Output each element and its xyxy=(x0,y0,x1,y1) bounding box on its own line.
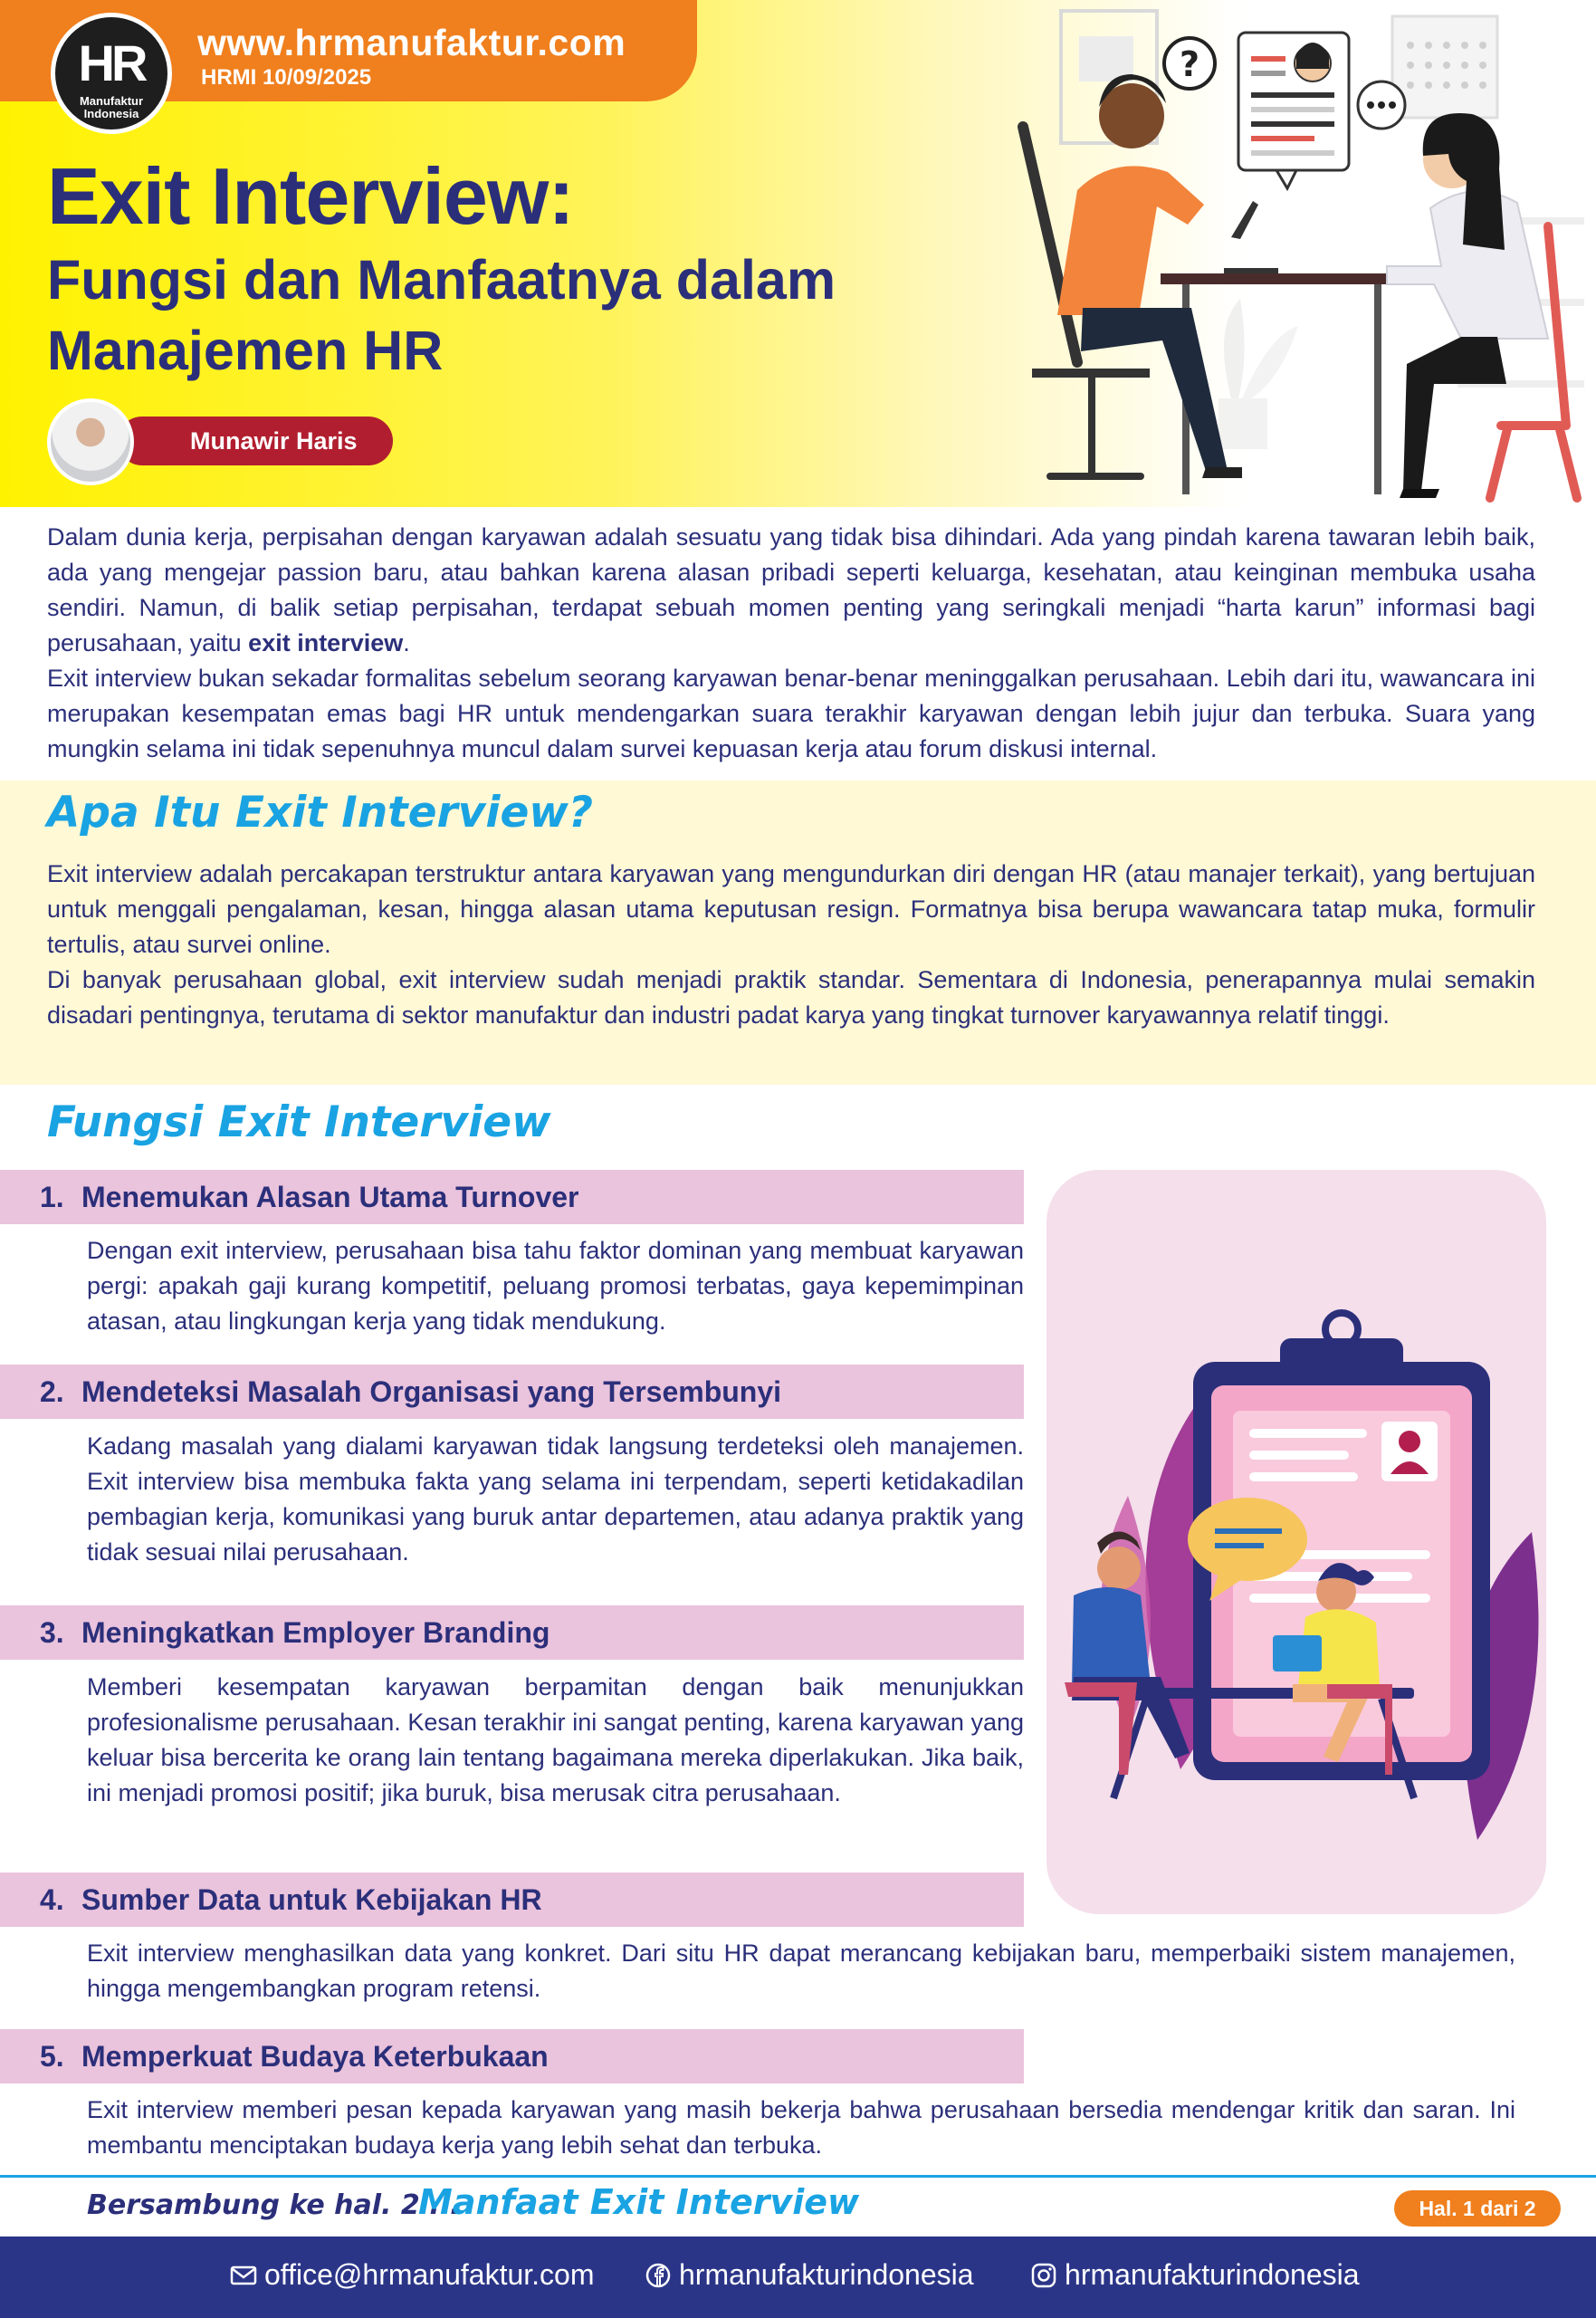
author-name: Munawir Haris xyxy=(118,417,393,465)
resume-card-icon xyxy=(1238,33,1349,188)
function-item-title: 2. Mendeteksi Masalah Organisasi yang Tersembunyi xyxy=(0,1365,1024,1419)
plant-icon xyxy=(1219,299,1298,449)
svg-text:?: ? xyxy=(1179,44,1200,84)
interview-illustration xyxy=(1005,0,1596,507)
site-url-link[interactable]: www.hrmanufaktur.com xyxy=(197,22,626,63)
continuation-label: Bersambung ke hal. 2 ... xyxy=(87,2189,461,2221)
function-item-text: Exit interview menghasilkan data yang konkret. Dari situ HR dapat merancang kebijakan baru, memperbaiki sistem manajemen, hingga mengembangkan program retensi. xyxy=(87,1940,1515,2002)
function-item-title: 5. Memperkuat Budaya Keterbukaan xyxy=(0,2029,1024,2083)
function-item-text: Dengan exit interview, perusahaan bisa tahu faktor dominan yang membuat karyawan pergi: apakah gaji kurang kompetitif, peluang promosi terbatas, gaya kepemimpinan atasan, atau lingkungan kerja yang tidak mendukung. xyxy=(87,1237,1024,1335)
logo-mark: HR xyxy=(78,34,145,91)
calendar-icon xyxy=(1392,16,1497,118)
function-item-title: 3. Meningkatkan Employer Branding xyxy=(0,1605,1024,1660)
intro-paragraph-2: Exit interview bukan sekadar formalitas sebelum seorang karyawan benar-benar meninggalkan perusahaan. Lebih dari itu, wawancara ini merupakan kesempatan emas bagi HR untuk mendengarkan suara terakhir karyawan dengan lebih jujur dan terbuka. Suara yang mungkin selama ini tidak sepenuhnya muncul dalam survei kepuasan kerja atau forum diskusi internal. xyxy=(47,665,1535,762)
question-bubble-icon xyxy=(1164,38,1215,89)
footer-bar xyxy=(0,2237,1596,2318)
what-is-paragraph-2: Di banyak perusahaan global, exit interview sudah menjadi praktik standar. Sementara di Indonesia, penerapannya mulai semakin disadari pentingnya, terutama di sektor manufaktur dan industri padat karya yang tingkat turnover karyawannya relatif tinggi. xyxy=(47,966,1535,1029)
footer-divider xyxy=(0,2175,1596,2178)
logo-subtitle: Manufaktur Indonesia xyxy=(79,94,144,120)
function-item-text: Memberi kesempatan karyawan berpamitan dengan baik menunjukkan profesionalisme perusahaan. Kesan terakhir ini sangat penting, karena karyawan yang keluar bisa bercerita ke orang lain tentang bagaimana mereka diperlakukan. Jika baik, ini menjadi promosi positif; jika buruk, bisa merusak citra perusahaan. xyxy=(87,1673,1024,1806)
page-subtitle: Fungsi dan Manfaatnya dalam Manajemen HR xyxy=(47,249,836,381)
facebook-icon xyxy=(645,2262,672,2289)
author-avatar xyxy=(47,398,134,485)
function-item-title: 1. Menemukan Alasan Utama Turnover xyxy=(0,1170,1024,1224)
email-contact[interactable]: office@hrmanufaktur.com xyxy=(230,2258,595,2292)
what-is-heading: Apa Itu Exit Interview? xyxy=(47,788,594,838)
what-is-section xyxy=(0,781,1596,1085)
function-item-text: Kadang masalah yang dialami karyawan tidak langsung terdeteksi oleh manajemen. Exit interview bisa membuka fakta yang selama ini terpendam, seperti ketidakadilan pembagian kerja, komunikasi yang buruk antar departemen, atau adanya praktik yang tidak sesuai nilai perusahaan. xyxy=(87,1432,1024,1566)
clipboard-meeting-illustration xyxy=(1046,1170,1546,1914)
instagram-contact[interactable]: hrmanufakturindonesia xyxy=(1030,2258,1360,2292)
instagram-icon xyxy=(1030,2262,1057,2289)
intro-section xyxy=(47,520,1535,767)
facebook-contact[interactable]: hrmanufakturindonesia xyxy=(645,2258,974,2292)
function-item-text: Exit interview memberi pesan kepada karyawan yang masih bekerja bahwa perusahaan bersedia mendengar kritik dan saran. Ini membantu menciptakan budaya kerja yang lebih sehat dan terbuka. xyxy=(87,2096,1515,2159)
functions-heading: Fungsi Exit Interview xyxy=(47,1097,551,1147)
page-title: Exit Interview: xyxy=(47,151,574,241)
typing-bubble-icon xyxy=(1358,81,1405,129)
hr-manufaktur-logo[interactable] xyxy=(51,13,172,134)
next-section-title: Manfaat Exit Interview xyxy=(418,2182,860,2222)
intro-paragraph-1: Dalam dunia kerja, perpisahan dengan karyawan adalah sesuatu yang tidak bisa dihindari. Ada yang pindah karena tawaran lebih baik, ada yang mengejar passion baru, atau bahkan karena alasan pribadi seperti keluarga, kesehatan, atau keinginan membuka usaha sendiri. Namun, di balik setiap perpisahan, terdapat sebuah momen penting yang seringkali menjadi “harta karun” informasi bagi perusahaan, yaitu exit interview. xyxy=(47,523,1535,656)
mail-icon xyxy=(230,2262,257,2289)
function-item-title: 4. Sumber Data untuk Kebijakan HR xyxy=(0,1873,1024,1927)
what-is-paragraph-1: Exit interview adalah percakapan terstruktur antara karyawan yang mengundurkan diri dengan HR (atau manajer terkait), yang bertujuan untuk menggali pengalaman, kesan, hingga alasan utama keputusan resign. Formatnya bisa berupa wawancara tatap muka, formulir tertulis, atau survei online. xyxy=(47,860,1535,958)
page-number-badge: Hal. 1 dari 2 xyxy=(1394,2190,1561,2227)
issue-code: HRMI 10/09/2025 xyxy=(201,65,372,90)
